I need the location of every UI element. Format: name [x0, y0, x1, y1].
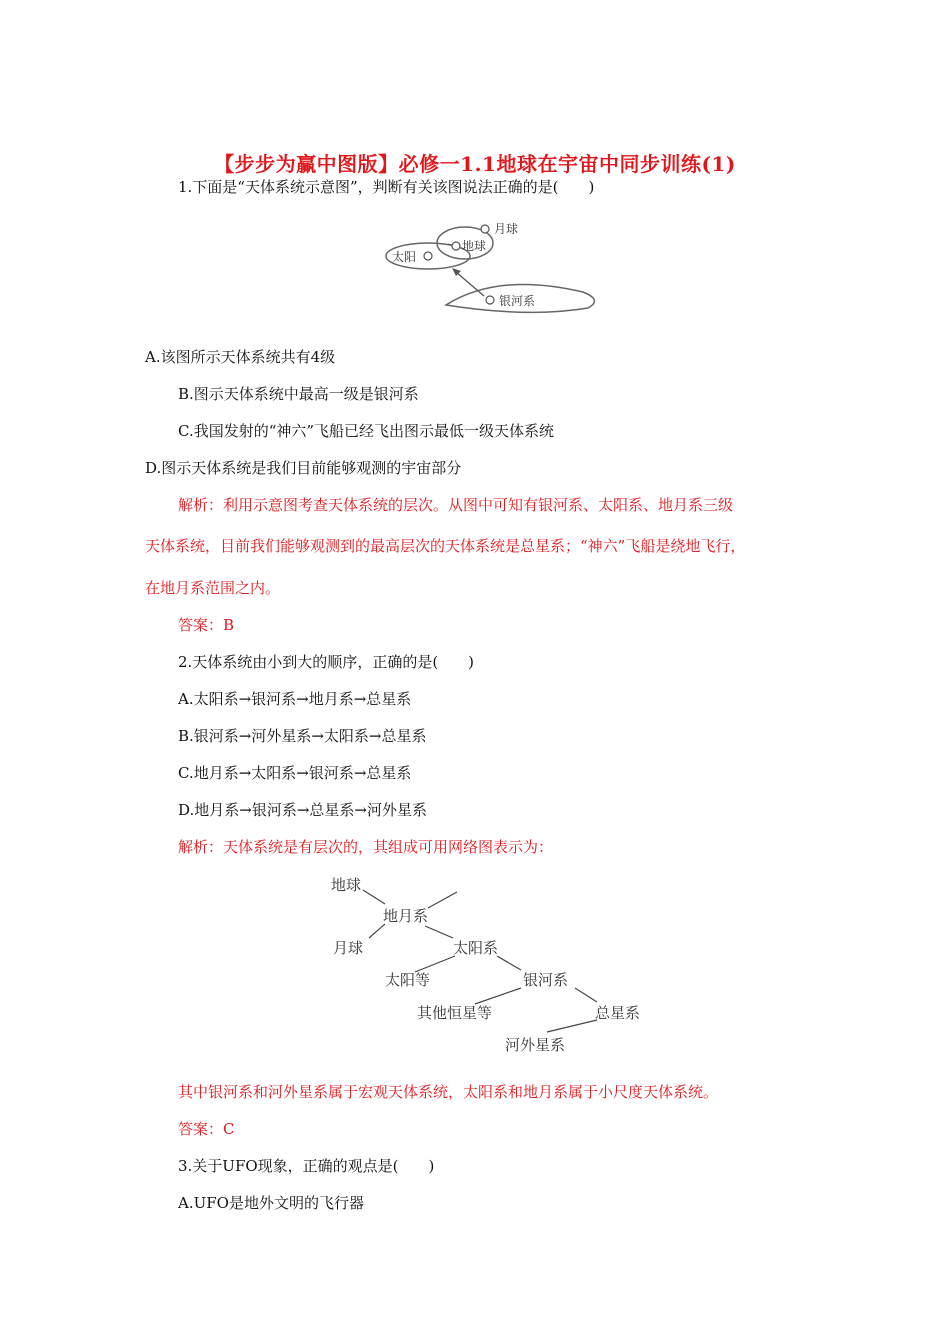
- q1-analysis-line-1: 解析：利用示意图考查天体系统的层次。从图中可知有银河系、太阳系、地月系三级: [178, 496, 734, 514]
- connector-sunetc-solar: [415, 956, 455, 972]
- connector-earthmoon-up: [428, 892, 457, 908]
- moon-label: 月球: [494, 222, 519, 236]
- q2-answer: 答案：C: [178, 1120, 235, 1138]
- connector-other-total: [547, 1020, 597, 1032]
- moon-marker: [481, 225, 489, 233]
- connector-stars-milky: [475, 988, 521, 1004]
- q3-option-a: A.UFO是地外文明的飞行器: [178, 1194, 364, 1212]
- q2-option-b: B.银河系→河外星系→太阳系→总星系: [178, 727, 427, 745]
- connector-moon-earthmoon: [369, 924, 385, 938]
- tree-node-solar: 太阳系: [453, 939, 499, 957]
- q2-note: 其中银河系和河外星系属于宏观天体系统，太阳系和地月系属于小尺度天体系统。: [178, 1083, 719, 1101]
- tree-node-other-stars: 其他恒星等: [417, 1004, 493, 1022]
- connector-earthmoon-solar: [425, 926, 453, 938]
- q1-option-d: D.图示天体系统是我们目前能够观测的宇宙部分: [145, 459, 462, 477]
- q1-option-b: B.图示天体系统中最高一级是银河系: [178, 385, 419, 403]
- earth-marker: [452, 242, 460, 250]
- earth-label: 地球: [462, 239, 487, 253]
- q2-stem: 2.天体系统由小到大的顺序，正确的是( ): [178, 653, 475, 671]
- celestial-system-diagram: [378, 210, 618, 320]
- q1-analysis-line-2: 天体系统，目前我们能够观测到的最高层次的天体系统是总星系；“神六”飞船是绕地飞行，: [145, 537, 746, 555]
- tree-node-milky-way: 银河系: [523, 971, 569, 989]
- q1-stem: 1.下面是“天体系统示意图”，判断有关该图说法正确的是( ): [178, 178, 595, 196]
- tree-node-moon: 月球: [333, 939, 364, 957]
- galaxy-label: 银河系: [499, 294, 536, 308]
- connector-solar-milky: [497, 956, 521, 970]
- q1-option-c: C.我国发射的“神六”飞船已经飞出图示最低一级天体系统: [178, 422, 555, 440]
- q2-option-a: A.太阳系→银河系→地月系→总星系: [178, 690, 412, 708]
- tree-node-other-galaxies: 河外星系: [505, 1036, 566, 1054]
- tree-node-sun-etc: 太阳等: [385, 971, 431, 989]
- sun-marker: [424, 252, 432, 260]
- q2-analysis: 解析：天体系统是有层次的，其组成可用网络图表示为：: [178, 838, 554, 856]
- sun-label: 太阳: [392, 250, 417, 264]
- q1-option-a: A.该图所示天体系统共有4级: [145, 348, 336, 366]
- hierarchy-tree-diagram: [325, 868, 670, 1060]
- arrow-line: [456, 272, 484, 296]
- q2-option-c: C.地月系→太阳系→银河系→总星系: [178, 764, 412, 782]
- tree-node-earth: 地球: [331, 876, 362, 894]
- tree-node-earth-moon: 地月系: [383, 907, 429, 925]
- document-title: 【步步为赢中图版】必修一1.1地球在宇宙中同步训练(1): [214, 152, 736, 176]
- connector-earth-earthmoon: [363, 890, 385, 904]
- q1-answer: 答案：B: [178, 616, 235, 634]
- hierarchy-tree-figure: [325, 868, 670, 1060]
- connector-milky-total: [575, 988, 597, 1002]
- q3-stem: 3.关于UFO现象，正确的观点是( ): [178, 1157, 435, 1175]
- galaxy-marker: [486, 296, 494, 304]
- celestial-system-figure: [378, 210, 618, 320]
- q2-option-d: D.地月系→银河系→总星系→河外星系: [178, 801, 427, 819]
- q1-analysis-line-3: 在地月系范围之内。: [145, 579, 281, 597]
- tree-node-total-galaxy: 总星系: [595, 1004, 641, 1022]
